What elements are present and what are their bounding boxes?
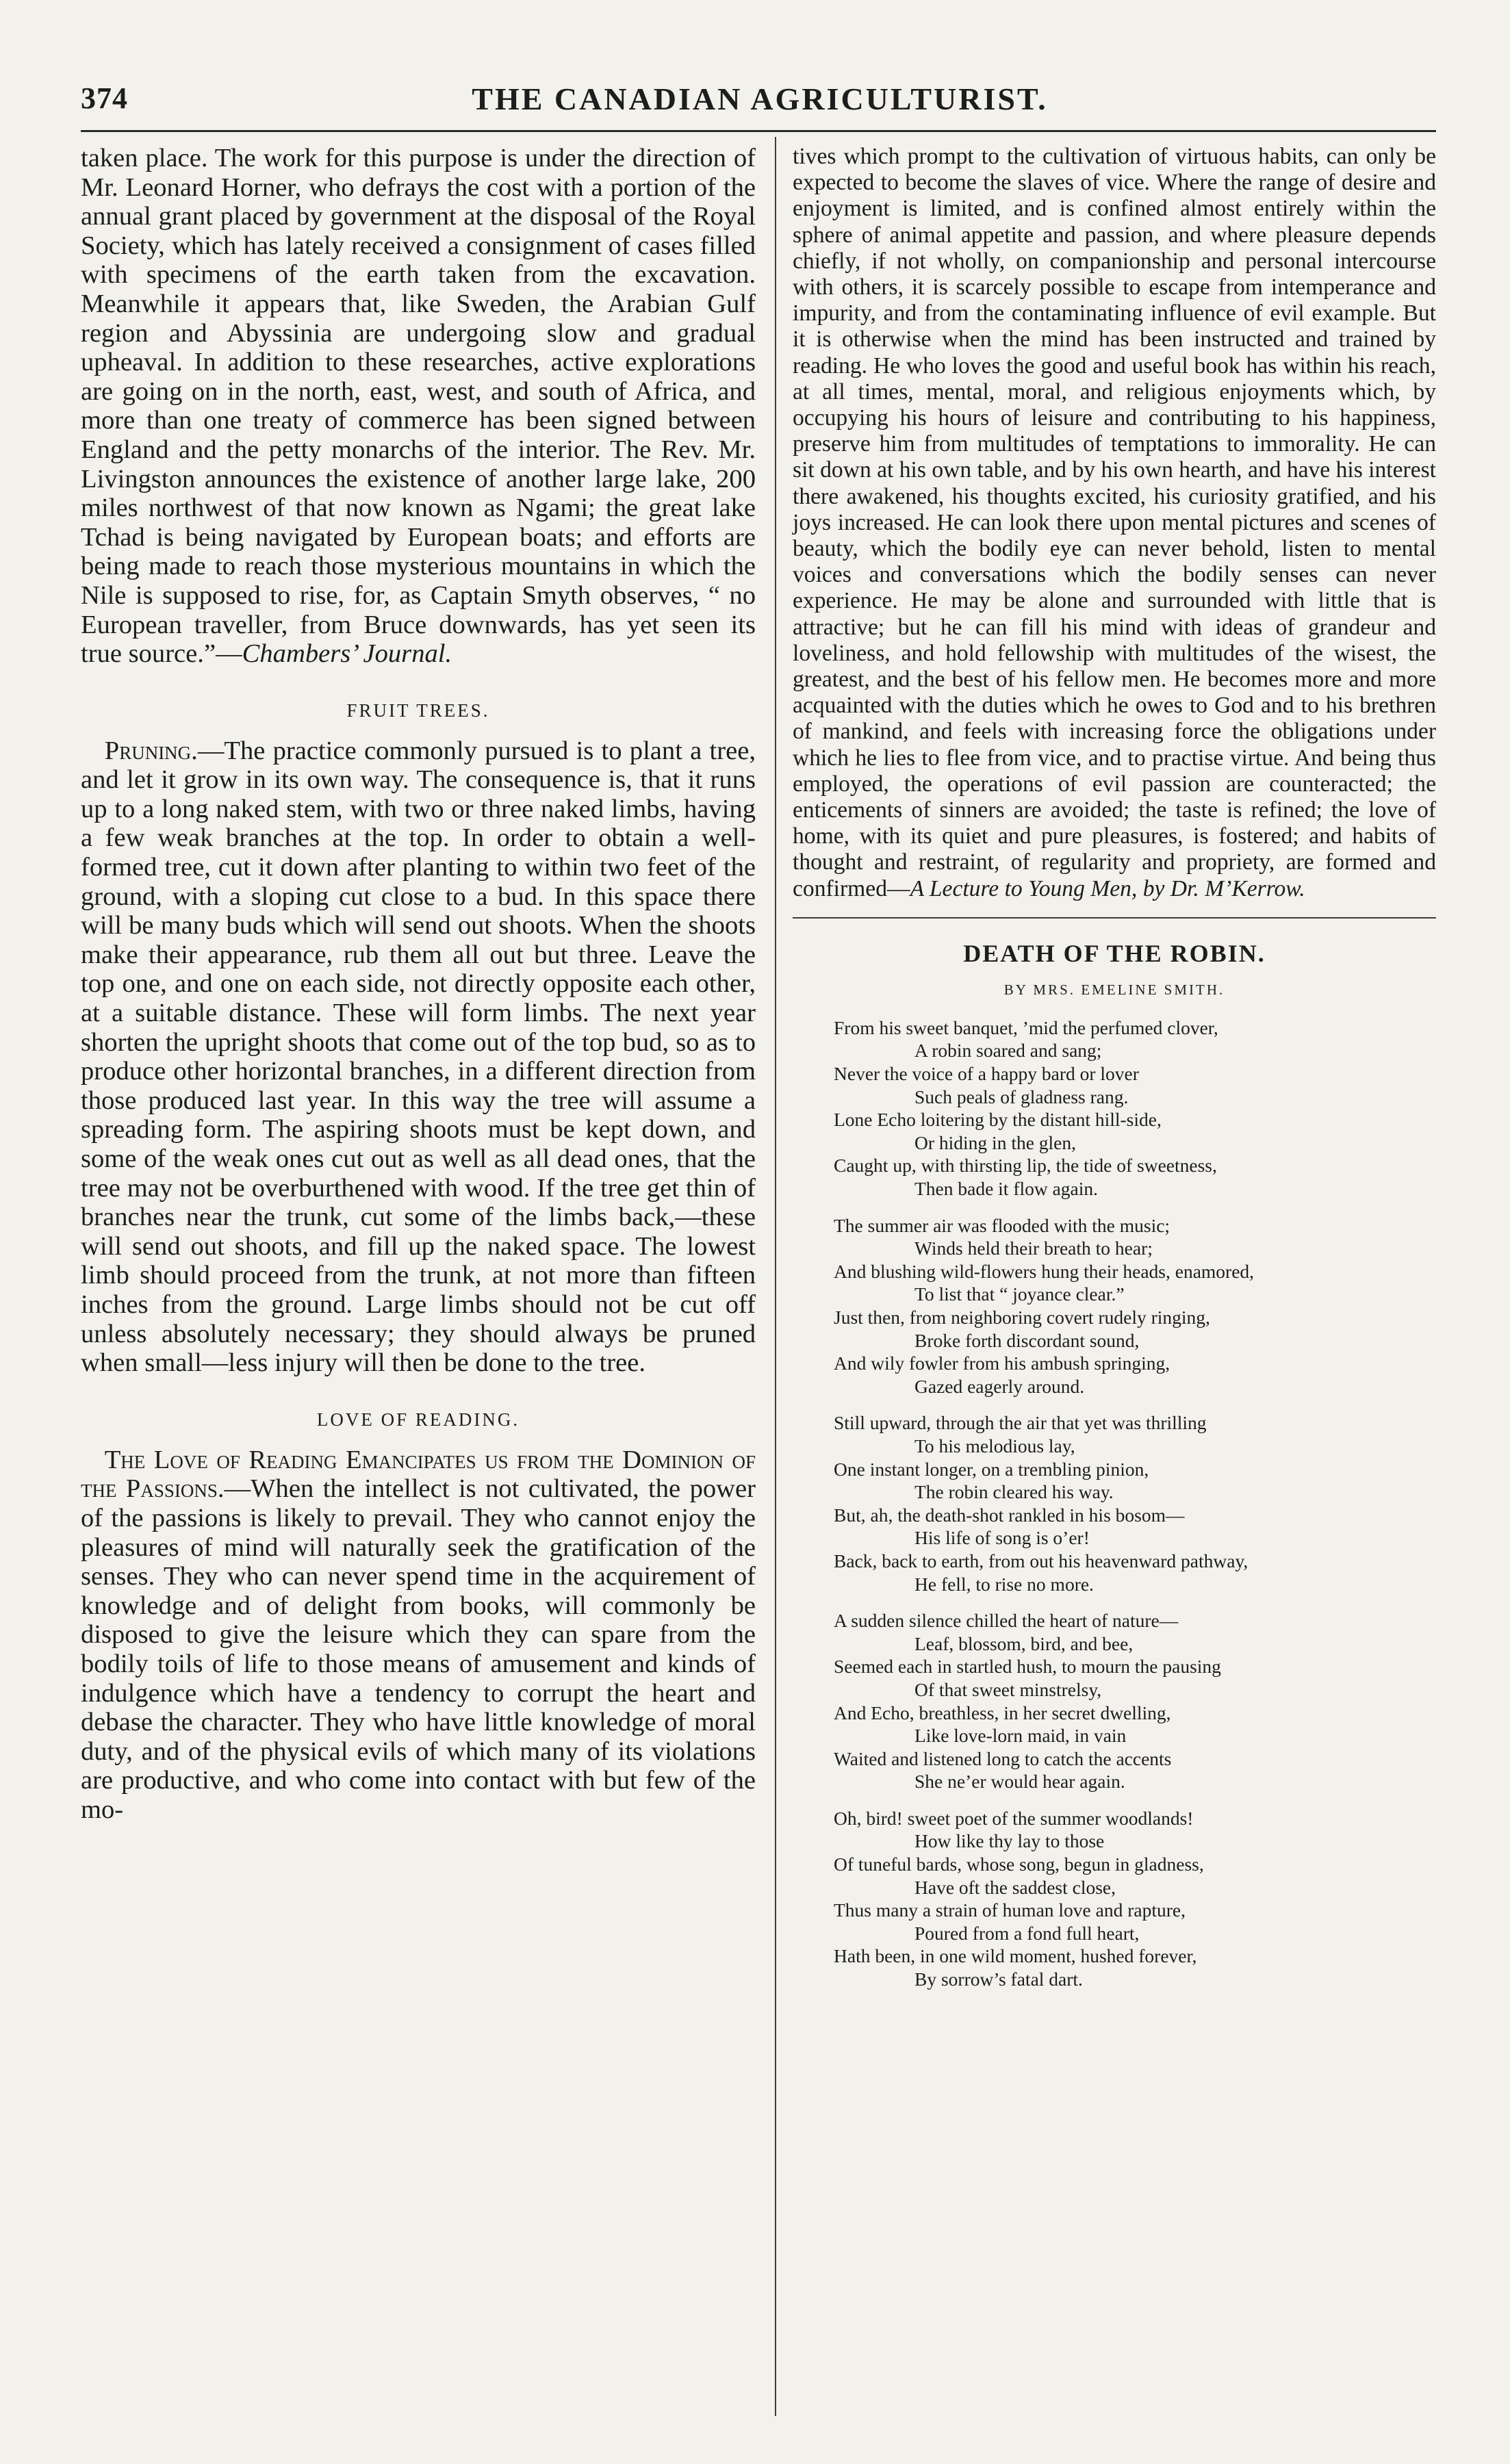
poem-line: Or hiding in the glen, — [914, 1131, 1077, 1153]
poem-stanza — [793, 1016, 1436, 1201]
right-column — [793, 144, 1436, 2005]
poem-line: And wily fowler from his ambush springing, — [834, 1352, 1170, 1374]
poem-line: But, ah, the death-shot rankled in his bosom— — [834, 1504, 1185, 1526]
page-number: 374 — [81, 81, 128, 115]
paragraph-lead: Pruning. — [104, 736, 198, 765]
poem-line: Back, back to earth, from out his heavenward pathway, — [834, 1550, 1249, 1571]
poem-line: By sorrow’s fatal dart. — [914, 1968, 1083, 1990]
continued-paragraph — [81, 144, 756, 669]
poem-line: Like love-lorn maid, in vain — [914, 1725, 1127, 1747]
fruit-trees-paragraph — [81, 736, 756, 1378]
poem-line: A robin soared and sang; — [914, 1040, 1102, 1062]
poem-line: And Echo, breathless, in her secret dwelling, — [834, 1702, 1171, 1723]
poem-line: Leaf, blossom, bird, and bee, — [914, 1632, 1134, 1654]
poem-line: From his sweet banquet, ’mid the perfumed clover, — [834, 1016, 1218, 1038]
paragraph-text: —When the intellect is not cultivated, the power of the passions is likely to prevail. They who cannot enjoy the pleasures of mind will naturally seek the gratification of the senses. They who can never spend time in the acquirement of knowledge and of delight from books, will commonly be disposed to give the leisure which they can spare from the bodily toils of life to those means of amusement and kinds of indulgence which have a tendency to corrupt the heart and debase the character. They who have little knowledge of moral duty, and of the physical evils of which many of its violations are productive, and who come into contact with but few of the mo- — [81, 1474, 756, 1824]
poem-stanza — [793, 1411, 1436, 1595]
poem-line: Oh, bird! sweet poet of the summer woodlands! — [834, 1807, 1194, 1829]
paragraph-lead: The Love of Reading Emancipates us from the Dominion of the Passions. — [81, 1445, 756, 1504]
poem-line: Lone Echo loitering by the distant hill-side, — [834, 1109, 1162, 1131]
poem-line: And blushing wild-flowers hung their heads, enamored, — [834, 1260, 1255, 1282]
poem-line: Poured from a fond full heart, — [914, 1922, 1140, 1944]
column-divider — [775, 137, 776, 2416]
love-of-reading-paragraph — [81, 1446, 756, 1825]
poem-author: BY MRS. EMELINE SMITH. — [1003, 981, 1225, 998]
source-citation: Chambers’ Journal. — [242, 639, 452, 669]
poem-line: Winds held their breath to hear; — [914, 1237, 1153, 1259]
poem-line: He fell, to rise no more. — [914, 1573, 1094, 1595]
poem-line: Gazed eagerly around. — [914, 1375, 1085, 1397]
poem-line: Have oft the saddest close, — [914, 1876, 1116, 1898]
poem-line: She ne’er would hear again. — [914, 1771, 1125, 1793]
paragraph-text: —The practice commonly pursued is to plant a tree, and let it grow in its own way. The consequence is, that it runs up to a long naked stem, with two or three naked limbs, having a few weak branches at the top. In order to obtain a well-formed tree, cut it down after planting to within two feet of the ground, with a sloping cut close to a bud. In this space there will be many buds which will send out shoots. When the shoots make their appearance, rub them all out but three. Leave the top one, and one on each side, not directly opposite each other, at a suitable distance. These will form limbs. The next year shorten the upright shoots that come out of the top bud, so as to produce other horizontal branches, in a different direction from those produced last year. In this way the tree will assume a spreading form. The aspiring shoots must be kept down, and some of the weak ones cut out as well as all dead ones, that the tree may not be overburthened with wood. If the tree get thin of branches near the trunk, cut some of the limbs back,—these will send out shoots, and fill up the naked space. The lowest limb should proceed from the trunk, at not more than fifteen inches from the ground. Large limbs should not be cut off unless absolutely necessary; they should always be pruned when small—less injury will then be done to the tree. — [81, 736, 756, 1378]
poem-line: Never the voice of a happy bard or lover — [834, 1063, 1139, 1085]
paragraph-text: tives which prompt to the cultivation of virtuous habits, can only be expected to become the slaves of vice. Where the range of desire and enjoyment is limited, and is confined almost entirely within the sphere of animal appetite and passion, and where pleasure depends chiefly, if not wholly, on companionship and personal intercourse with others, it is scarcely possible to escape from intemperance and impurity, and from the contaminating influence of evil example. But it is otherwise when the mind has been instructed and trained by reading. He who loves the good and useful book has within his reach, at all times, mental, moral, and religious enjoyments which, by occupying his hours of leisure and contributing to his happiness, preserve him from multitudes of temptations to immorality. He can sit down at his own table, and by his own hearth, and have his interest there awakened, his thoughts excited, his curiosity gratified, and his joys increased. He can look there upon mental pictures and scenes of beauty, which the bodily eye can never behold, listen to mental voices and conversations which the bodily senses can never experience. He may be alone and surrounded with little that is attractive; but he can fill his mind with ideas of grandeur and loveliness, and hold fellowship with multitudes of the wisest, the greatest, and the best of his fellow men. He becomes more and more acquainted with the duties which he owes to God and to his brethren of mankind, and feels with increasing force the obligations under which he lies to flee from vice, and to practise virtue. And being thus employed, the operations of evil passion are counteracted; the enticements of sinners are avoided; the taste is refined; the love of home, with its quiet and pure pleasures, is fostered; and habits of thought and restraint, of regularity and propriety, are formed and confirmed— — [793, 144, 1437, 901]
section-heading-fruit-trees: FRUIT TREES. — [346, 700, 490, 721]
source-citation: A Lecture to Young Men, by Dr. M’Kerrow. — [910, 875, 1305, 901]
poem-line: The robin cleared his way. — [914, 1481, 1114, 1503]
poem-line: Still upward, through the air that yet was thrilling — [834, 1412, 1207, 1434]
poem-line: Caught up, with thirsting lip, the tide of sweetness, — [834, 1155, 1217, 1177]
poem-stanza — [793, 1609, 1436, 1793]
poem-line: To his melodious lay, — [914, 1435, 1075, 1456]
poem-line: Hath been, in one wild moment, hushed forever, — [834, 1945, 1197, 1967]
poem-body — [793, 1016, 1436, 1991]
poem-line: How like thy lay to those — [914, 1830, 1105, 1852]
poem-line: Such peals of gladness rang. — [914, 1086, 1129, 1107]
poem-title: DEATH OF THE ROBIN. — [963, 939, 1266, 967]
poem-line: To list that “ joyance clear.” — [914, 1283, 1125, 1305]
running-title: THE CANADIAN AGRICULTURIST. — [472, 81, 1048, 116]
poem-line: Broke forth discordant sound, — [914, 1329, 1140, 1351]
poem-line: Waited and listened long to catch the accents — [834, 1747, 1172, 1769]
poem-line: A sudden silence chilled the heart of nature— — [834, 1610, 1179, 1632]
poem-line: Of tuneful bards, whose song, begun in gladness, — [834, 1853, 1204, 1875]
poem-line: Thus many a strain of human love and rapture, — [834, 1899, 1186, 1921]
poem-line: Then bade it flow again. — [914, 1178, 1099, 1200]
poem-line: His life of song is o’er! — [914, 1527, 1090, 1549]
section-heading-love-of-reading: LOVE OF READING. — [316, 1409, 520, 1430]
poem-stanza — [793, 1214, 1436, 1398]
left-column — [81, 144, 756, 1824]
continued-paragraph — [793, 144, 1436, 902]
header-rule — [81, 130, 1436, 132]
poem-line: The summer air was flooded with the music; — [834, 1214, 1170, 1236]
section-rule — [793, 917, 1436, 919]
poem-line: Just then, from neighboring covert rudely ringing, — [834, 1307, 1210, 1329]
page-header — [0, 0, 1510, 130]
poem-line: Seemed each in startled hush, to mourn the pausing — [834, 1656, 1221, 1678]
poem-stanza — [793, 1807, 1436, 1991]
paragraph-text: taken place. The work for this purpose is under the direction of Mr. Leonard Horner, who defrays the cost with a portion of the annual grant placed by government at the disposal of the Royal Society, which has lately received a consignment of cases filled with specimens of the earth taken from the excavation. Meanwhile it appears that, like Sweden, the Arabian Gulf region and Abyssinia are undergoing slow and gradual upheaval. In addition to these researches, active explorations are going on in the north, east, west, and south of Africa, and more than one treaty of commerce has been signed between England and the petty monarchs of the interior. The Rev. Mr. Livingston announces the existence of another large lake, 200 miles northwest of that now known as Ngami; the great lake Tchad is being navigated by European boats; and efforts are being made to reach those mysterious mountains in which the Nile is supposed to rise, for, as Captain Smyth observes, “ no European traveller, from Bruce downwards, has yet seen its true source.”— — [81, 144, 756, 669]
poem-line: Of that sweet minstrelsy, — [914, 1678, 1102, 1700]
poem-line: One instant longer, on a trembling pinion, — [834, 1458, 1149, 1480]
